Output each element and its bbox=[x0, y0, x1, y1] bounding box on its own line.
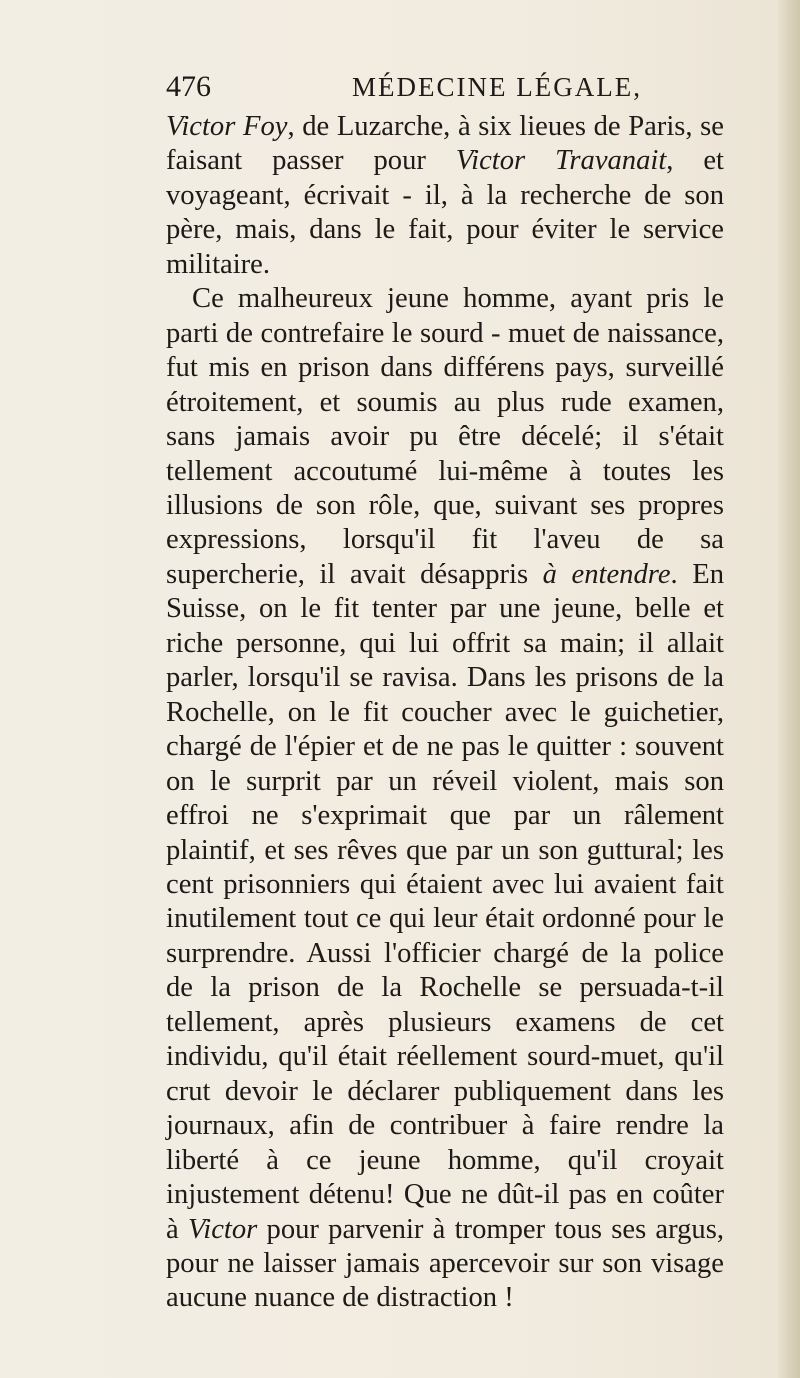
text-run: Ce malheureux jeune homme, ayant pris le parti de contrefaire le sourd - muet de naissance, fut mis en prison dans différens pays, surveillé étroitement, et soumis au plus rude examen, sans jamais avoir pu être décelé; il s'était tellement accoutumé lui-même à toutes les illusions de son rôle, que, suivant ses propres expressions, lorsqu'il fit l'aveu de sa supercherie, il avait désappris bbox=[166, 283, 724, 590]
text-run: , de Luzarche, à six lieues de Paris, se faisant passer pour bbox=[166, 111, 725, 177]
page-header bbox=[166, 70, 726, 110]
text-run: , et voyageant, écrivait - il, à la recherche de son père, mais, dans le fait, pour éviter le service militaire. bbox=[166, 145, 724, 280]
text-run: Victor Foy bbox=[166, 111, 288, 142]
paragraph-2 bbox=[166, 282, 724, 1316]
text-run: à entendre bbox=[542, 558, 671, 590]
running-head: MÉDECINE LÉGALE, bbox=[352, 72, 642, 102]
page-edge-shadow bbox=[778, 0, 800, 1378]
text-run: pour parvenir à tromper tous ses argus, pour ne laisser jamais apercevoir sur son visage aucune nuance de distraction ! bbox=[166, 1213, 724, 1314]
paragraph-1 bbox=[166, 110, 724, 282]
page-number: 476 bbox=[166, 70, 211, 103]
text-run: Victor bbox=[187, 1213, 258, 1245]
body-text bbox=[166, 110, 724, 1316]
text-run: Victor Travanait bbox=[455, 145, 667, 177]
text-run: . En Suisse, on le fit tenter par une jeune, belle et riche personne, qui lui offrit sa main; il allait parler, lorsqu'il se ravisa. Dans les prisons de la Rochelle, on le fit coucher avec le guichetier, chargé de l'épier et de ne pas le quitter : souvent on le surprit par un réveil violent, mais son effroi ne s'exprimait que par un râlement plaintif, et ses rêves que par un son guttural; les cent prisonniers qui étaient avec lui avaient fait inutilement tout ce qui leur était ordonné pour le surprendre. Aussi l'officier chargé de la police de la prison de la Rochelle se persuada-t-il tellement, après plusieurs examens de cet individu, qu'il était réellement sourd-muet, qu'il crut devoir le déclarer publiquement dans les journaux, afin de contribuer à faire rendre la liberté à ce jeune homme, qu'il croyait injustement détenu! Que ne dût-il pas en coûter à bbox=[166, 558, 725, 1245]
